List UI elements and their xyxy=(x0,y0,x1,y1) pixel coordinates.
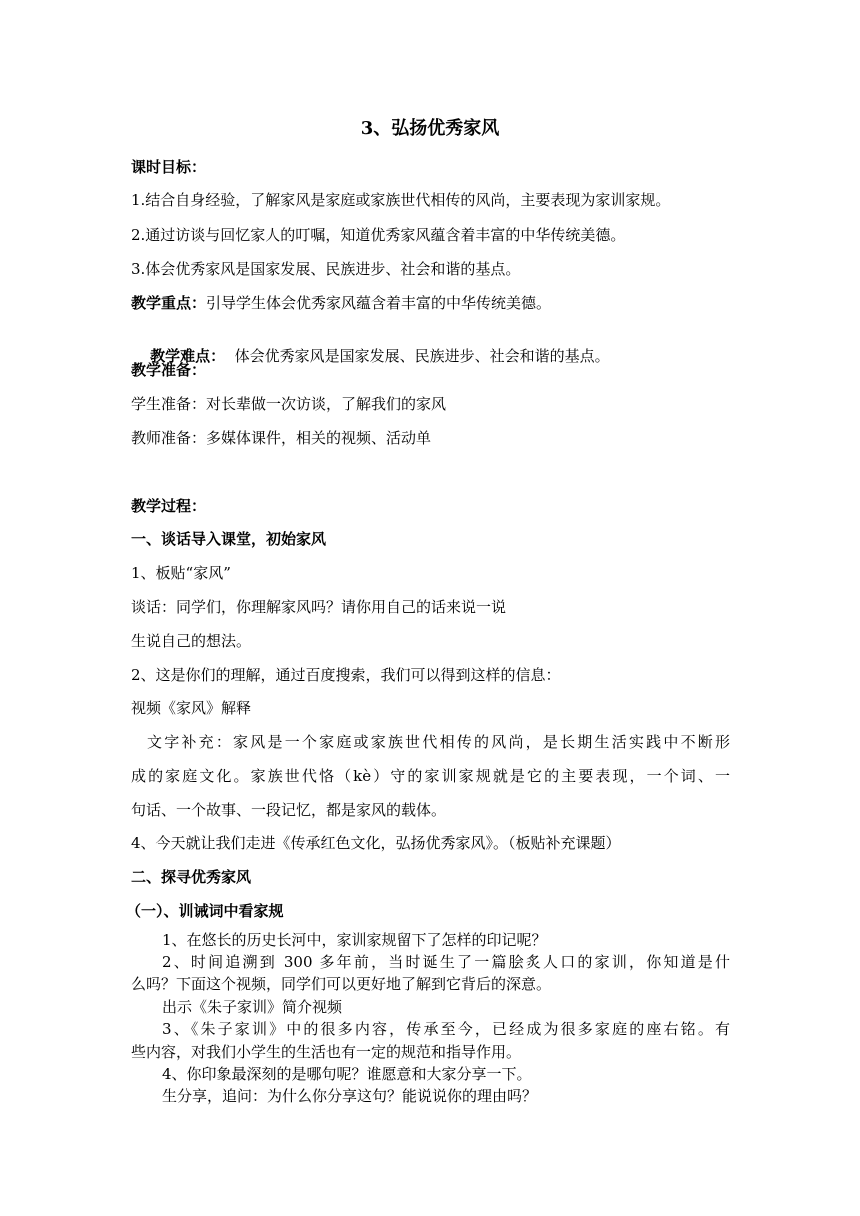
section1-line: 文字补充：家风是一个家庭或家族世代相传的风尚，是长期生活实践中不断形 xyxy=(147,733,730,751)
subsection-line: 些内容，对我们小学生的生活也有一定的规范和指导作用。 xyxy=(131,1043,522,1061)
section1-line: 视频《家风》解释 xyxy=(131,699,252,717)
section1-line: 生说自己的想法。 xyxy=(131,632,252,650)
subsection-line: 3、《朱子家训》中的很多内容，传承至今，已经成为很多家庭的座右铭。有 xyxy=(162,1020,730,1038)
subsection-line: 么吗？下面这个视频，同学们可以更好地了解到它背后的深意。 xyxy=(131,975,552,993)
objective-item: 2.通过访谈与回忆家人的叮嘱，知道优秀家风蕴含着丰富的中华传统美德。 xyxy=(131,226,626,244)
subsection-line: 1、在悠长的历史长河中，家训家规留下了怎样的印记呢？ xyxy=(162,931,547,949)
subsection-line: 出示《朱子家训》简介视频 xyxy=(162,998,343,1016)
section1-line: 1、板贴“家风” xyxy=(131,564,231,582)
lesson-title: 3、弘扬优秀家风 xyxy=(360,118,500,139)
section1-line: 成的家庭文化。家族世代恪（kè）守的家训家规就是它的主要表现，一个词、一 xyxy=(131,767,730,785)
difficulty-text: 体会优秀家风是国家发展、民族进步、社会和谐的基点。 xyxy=(225,347,610,365)
key-point-text: 引导学生体会优秀家风蕴含着丰富的中华传统美德。 xyxy=(206,294,552,312)
process-heading: 教学过程： xyxy=(131,497,207,515)
subsection-line: 生分享，追问：为什么你分享这句？能说说你的理由吗？ xyxy=(162,1087,538,1105)
subsection-line: 4、你印象最深刻的是哪句呢？谁愿意和大家分享一下。 xyxy=(162,1065,532,1083)
section1-heading: 一、谈话导入课堂，初始家风 xyxy=(131,530,327,548)
objectives-heading: 课时目标： xyxy=(131,158,207,176)
section1-line: 4、今天就让我们走进《传承红色文化，弘扬优秀家风》。（板贴补充课题） xyxy=(131,834,621,852)
key-point-label: 教学重点： xyxy=(131,294,207,312)
objective-item: 1.结合自身经验，了解家风是家庭或家族世代相传的风尚，主要表现为家训家规。 xyxy=(131,191,671,209)
difficulty-label: 教学难点： xyxy=(150,347,226,365)
subsection-line: 2、时间追溯到 300 多年前，当时诞生了一篇脍炙人口的家训，你知道是什 xyxy=(162,953,730,971)
subsection-heading: （一）、训诫词中看家规 xyxy=(126,902,284,920)
section1-line: 2、这是你们的理解，通过百度搜索，我们可以得到这样的信息： xyxy=(131,666,561,684)
student-preparation: 学生准备：对长辈做一次访谈，了解我们的家风 xyxy=(131,395,447,413)
preparation-heading: 教学准备： xyxy=(131,361,207,379)
objective-item: 3.体会优秀家风是国家发展、民族进步、社会和谐的基点。 xyxy=(131,260,521,278)
section1-line: 句话、一个故事、一段记忆，都是家风的载体。 xyxy=(131,801,447,819)
section1-line: 谈话：同学们，你理解家风吗？请你用自己的话来说一说 xyxy=(131,598,507,616)
teacher-preparation: 教师准备：多媒体课件，相关的视频、活动单 xyxy=(131,429,432,447)
key-point xyxy=(131,293,731,313)
section2-heading: 二、探寻优秀家风 xyxy=(131,868,252,886)
